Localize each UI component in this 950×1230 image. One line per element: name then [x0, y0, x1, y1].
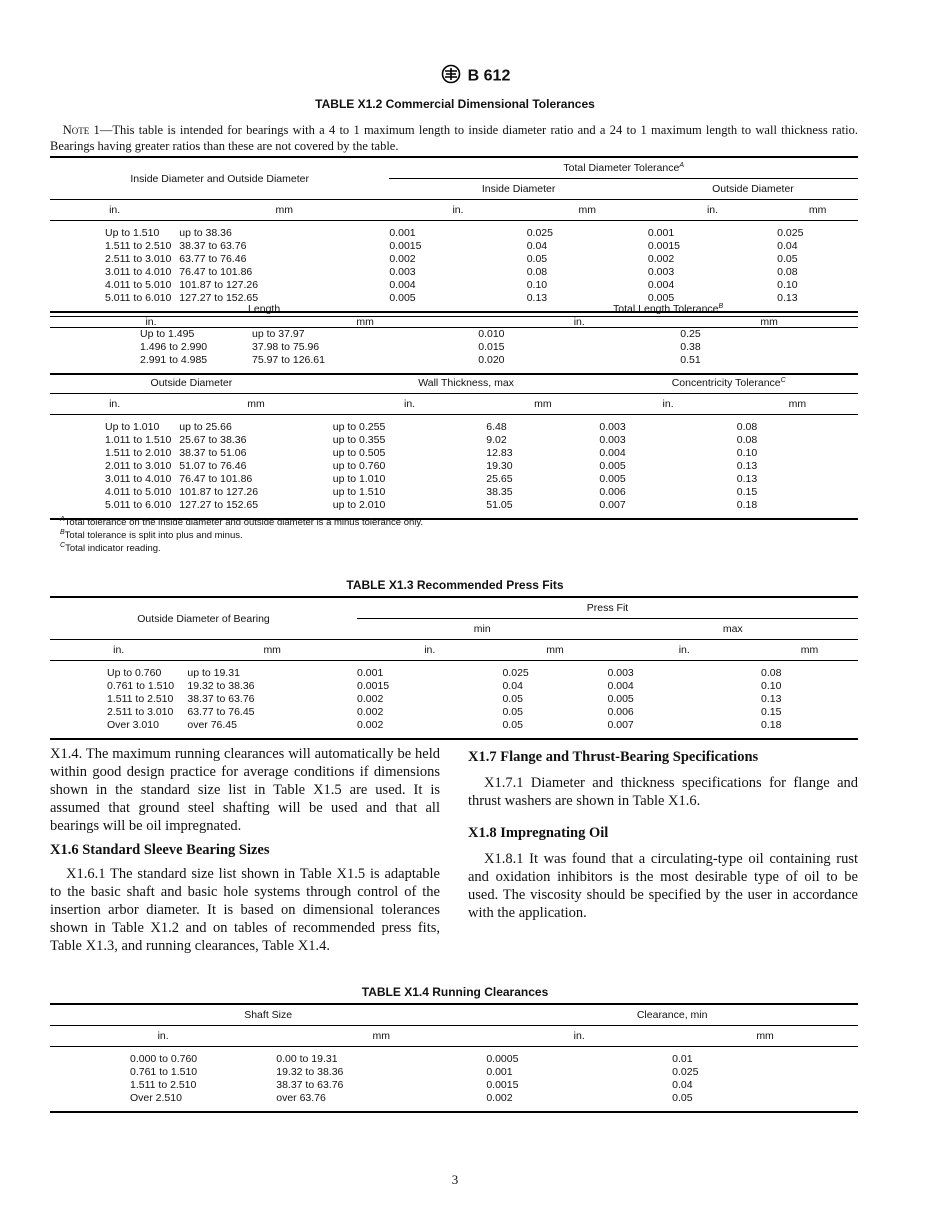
section-heading-x16: X1.6 Standard Sleeve Bearing Sizes	[50, 842, 270, 858]
unit: mm	[737, 394, 858, 415]
table-cell: 0.005	[607, 693, 634, 705]
table-row	[50, 434, 858, 447]
paragraph: X1.6.1 The standard size list shown in Table X1.5 is adaptable to the basic shaft and basic hole systems through control of the insertion arbor diameter. It is based on dimensional tolerances shown in Table X1.2 and on tables of recommended press fits, Table X1.3, and running clearances, Table X1.4.	[50, 866, 440, 954]
table-cell: 3.011 to 4.010	[105, 473, 172, 485]
table-cell: 0.003	[599, 421, 626, 433]
table-cell: 0.08	[526, 266, 548, 278]
table-cell: 0.025	[672, 1066, 699, 1078]
page-header	[0, 64, 950, 89]
h-total-length: Total Length Tolerance$^B$	[478, 302, 858, 317]
table-cell: 0.51	[680, 354, 701, 366]
table-row	[50, 1066, 858, 1079]
table-cell: 12.83	[486, 447, 513, 459]
table-row	[50, 1079, 858, 1092]
unit: mm	[486, 394, 599, 415]
table-row	[50, 1092, 858, 1105]
table-cell: 38.37 to 51.06	[179, 447, 247, 459]
table-cell: 75.97 to 126.61	[252, 354, 325, 366]
table-cell: 38.37 to 63.76	[179, 240, 247, 252]
table-cell: 1.511 to 2.510	[105, 240, 172, 252]
h-outside-diameter: Outside Diameter	[712, 183, 794, 195]
table-x13	[50, 596, 858, 740]
table-cell: 0.0015	[647, 240, 681, 252]
table-x14-caption: TABLE X1.4 Running Clearances	[361, 985, 549, 999]
table-cell: 19.30	[486, 460, 513, 472]
table-x12-section-2	[50, 302, 858, 375]
table-cell: 0.003	[647, 266, 675, 278]
table-cell: 51.07 to 76.46	[179, 460, 247, 472]
table-cell: 5.011 to 6.010	[105, 292, 172, 304]
table-row	[50, 253, 858, 266]
table-cell: 0.10	[526, 279, 548, 291]
table-cell: 0.007	[599, 499, 626, 511]
table-cell: 0.004	[599, 447, 626, 459]
table-cell: 37.98 to 75.96	[252, 341, 320, 353]
table-cell: 0.004	[389, 279, 416, 291]
table-cell: 0.15	[736, 486, 758, 498]
footnote: $^C$Total indicator reading.	[60, 542, 161, 554]
unit: mm	[502, 640, 607, 661]
table-row	[50, 279, 858, 292]
right-column	[468, 748, 858, 922]
table-cell: 0.08	[761, 667, 782, 679]
unit: in.	[599, 394, 736, 415]
table-x12-s1-body	[50, 227, 858, 305]
table-cell: 0.020	[478, 354, 505, 366]
table-cell: 0.010	[478, 328, 505, 340]
table-cell: 2.511 to 3.010	[107, 706, 174, 718]
h-length: Length	[50, 302, 478, 317]
table-cell: 0.08	[777, 266, 798, 278]
table-cell: 127.27 to 152.65	[179, 499, 259, 511]
table-cell: 0.002	[486, 1092, 513, 1104]
table-cell: 2.991 to 4.985	[140, 354, 208, 366]
h-shaft-size: Shaft Size	[50, 1004, 486, 1026]
table-cell: 0.761 to 1.510	[130, 1066, 198, 1078]
table-cell: up to 0.505	[332, 447, 386, 459]
table-row	[50, 706, 858, 719]
h-wall-thickness: Wall Thickness, max	[418, 377, 514, 389]
table-cell: 1.511 to 2.010	[105, 447, 172, 459]
unit: in.	[50, 200, 179, 221]
table-cell: 0.04	[502, 680, 523, 692]
table-cell: 4.011 to 5.010	[105, 486, 172, 498]
table-row	[50, 1053, 858, 1066]
table-cell: 0.05	[502, 719, 523, 731]
table-cell: 0.01	[672, 1053, 693, 1065]
table-cell: 1.511 to 2.510	[107, 693, 174, 705]
table-cell: 0.002	[647, 253, 675, 265]
table-cell: 0.005	[599, 473, 626, 485]
paragraph: X1.7.1 Diameter and thickness specifications for flange and thrust washers are shown in Table X1.6.	[468, 775, 858, 809]
table-cell: 0.05	[777, 253, 798, 265]
table-row	[50, 341, 858, 354]
table-cell: 9.02	[486, 434, 507, 446]
table-row	[50, 473, 858, 486]
table-cell: 101.87 to 127.26	[179, 279, 259, 291]
table-cell: 0.005	[389, 292, 416, 304]
table-cell: 127.27 to 152.65	[179, 292, 259, 304]
table-cell: Up to 1.510	[105, 227, 160, 239]
table-cell: 76.47 to 101.86	[179, 473, 253, 485]
unit: in.	[608, 640, 762, 661]
footnotes-x12	[60, 516, 423, 555]
table-cell: 0.002	[357, 706, 384, 718]
table-cell: 19.32 to 38.36	[187, 680, 255, 692]
unit: in.	[50, 317, 252, 328]
table-row	[50, 680, 858, 693]
table-cell: 0.10	[761, 680, 782, 692]
h-inside-diameter: Inside Diameter	[481, 183, 556, 195]
table-cell: 25.65	[486, 473, 513, 485]
table-cell: 2.011 to 3.010	[105, 460, 172, 472]
table-cell: 0.001	[647, 227, 675, 239]
left-column	[50, 745, 440, 955]
table-cell: 0.38	[680, 341, 701, 353]
table-cell: 0.0015	[486, 1079, 519, 1091]
table-cell: 0.25	[680, 328, 701, 340]
unit: in.	[357, 640, 502, 661]
table-cell: 0.04	[672, 1079, 693, 1091]
table-cell: 0.002	[357, 719, 384, 731]
table-cell: 0.05	[526, 253, 548, 265]
unit: in.	[478, 317, 680, 328]
table-cell: 0.006	[607, 706, 634, 718]
table-cell: up to 1.510	[332, 486, 386, 498]
table-x12-section-3	[50, 373, 858, 520]
table-row	[50, 460, 858, 473]
table-cell: up to 1.010	[332, 473, 386, 485]
table-cell: 0.10	[777, 279, 798, 291]
footnote: $^A$Total tolerance on the inside diameter and outside diameter is a minus tolerance only.	[60, 516, 424, 528]
table-cell: 0.006	[599, 486, 626, 498]
table-cell: 38.37 to 63.76	[276, 1079, 344, 1091]
table-x13-body	[50, 667, 858, 732]
table-cell: Up to 1.010	[105, 421, 160, 433]
footnote: $^B$Total tolerance is split into plus and minus.	[60, 529, 243, 541]
table-cell: 0.13	[736, 473, 758, 485]
table-cell: 0.08	[736, 421, 758, 433]
table-cell: 5.011 to 6.010	[105, 499, 172, 511]
table-row	[50, 266, 858, 279]
table-cell: up to 37.97	[252, 328, 305, 340]
table-cell: 3.011 to 4.010	[105, 266, 172, 278]
unit: in.	[648, 200, 777, 221]
unit: in.	[50, 394, 179, 415]
table-x12-s2-body	[50, 328, 858, 368]
unit: in.	[333, 394, 487, 415]
table-cell: 0.15	[761, 706, 782, 718]
table-row	[50, 719, 858, 732]
table-cell: 0.025	[502, 667, 529, 679]
table-x12-caption: TABLE X1.2 Commercial Dimensional Tolerances	[315, 97, 595, 111]
table-row	[50, 667, 858, 680]
table-row	[50, 447, 858, 460]
table-cell: over 76.45	[187, 719, 237, 731]
table-cell: 0.08	[736, 434, 758, 446]
unit: mm	[761, 640, 858, 661]
table-cell: 0.13	[777, 292, 798, 304]
table-row	[50, 486, 858, 499]
table-cell: 0.13	[526, 292, 548, 304]
table-cell: 0.003	[599, 434, 626, 446]
h-outside-diameter-2: Outside Diameter	[150, 377, 233, 389]
table-cell: up to 25.66	[179, 421, 232, 433]
table-cell: 63.77 to 76.46	[179, 253, 247, 265]
table-cell: 0.13	[761, 693, 782, 705]
table-row	[50, 328, 858, 342]
table-x14	[50, 1003, 858, 1113]
table-cell: 19.32 to 38.36	[276, 1066, 344, 1078]
table-cell: over 63.76	[276, 1092, 326, 1104]
table-cell: 2.511 to 3.010	[105, 253, 172, 265]
table-cell: 1.496 to 2.990	[140, 341, 208, 353]
table-cell: up to 2.010	[332, 499, 386, 511]
paragraph: X1.4. The maximum running clearances will automatically be held within good design practice for average conditions if dimensions shown in the standard size list in Table X1.5 are used. It is assumed that ground steel shafting will be used and that all bearings will be oil impregnated.	[50, 746, 440, 834]
table-cell: 0.004	[647, 279, 675, 291]
astm-logo-icon	[440, 64, 462, 89]
table-row	[50, 227, 858, 240]
table-cell: 4.011 to 5.010	[105, 279, 172, 291]
h-id-od: Inside Diameter and Outside Diameter	[50, 157, 389, 200]
table-cell: 6.48	[486, 421, 507, 433]
unit: in.	[157, 1030, 169, 1042]
table-x13-caption: TABLE X1.3 Recommended Press Fits	[346, 578, 564, 592]
unit: mm	[252, 317, 478, 328]
table-cell: 0.761 to 1.510	[107, 680, 175, 692]
unit: in.	[50, 640, 187, 661]
table-cell: 0.000 to 0.760	[130, 1053, 198, 1065]
table-cell: 0.18	[736, 499, 758, 511]
table-cell: 0.0015	[357, 680, 390, 692]
unit: mm	[372, 1030, 391, 1042]
h-od-bearing: Outside Diameter of Bearing	[50, 597, 357, 640]
table-cell: 76.47 to 101.86	[179, 266, 253, 278]
unit: mm	[179, 200, 389, 221]
table-cell: up to 0.255	[332, 421, 386, 433]
unit: mm	[680, 317, 858, 328]
unit: mm	[179, 394, 333, 415]
table-cell: 0.005	[647, 292, 675, 304]
unit: in.	[389, 200, 526, 221]
table-cell: 101.87 to 127.26	[179, 486, 259, 498]
table-cell: 0.10	[736, 447, 758, 459]
h-total-diameter: Total Diameter Tolerance$^A$	[389, 157, 858, 179]
table-cell: 0.001	[486, 1066, 513, 1078]
table-cell: 0.007	[607, 719, 634, 731]
table-x12-s3-body	[50, 421, 858, 512]
unit: mm	[756, 1030, 774, 1042]
table-cell: 0.025	[526, 227, 553, 239]
table-cell: up to 19.31	[187, 667, 240, 679]
table-cell: Over 3.010	[107, 719, 159, 731]
table-cell: 0.05	[502, 706, 523, 718]
table-row	[50, 693, 858, 706]
table-cell: 0.05	[672, 1092, 693, 1104]
h-clearance: Clearance, min	[486, 1004, 858, 1026]
table-cell: Over 2.510	[130, 1092, 182, 1104]
designation: B 612	[467, 67, 511, 85]
table-cell: 38.35	[486, 486, 513, 498]
table-cell: 0.015	[478, 341, 505, 353]
table-cell: 0.0015	[389, 240, 422, 252]
table-cell: 0.004	[607, 680, 634, 692]
section-heading-x18: X1.8 Impregnating Oil	[468, 825, 609, 841]
table-cell: 1.011 to 1.510	[105, 434, 172, 446]
table-cell: up to 0.355	[332, 434, 386, 446]
table-cell: 25.67 to 38.36	[179, 434, 247, 446]
h-min: min	[473, 623, 491, 635]
page-number: 3	[451, 1172, 459, 1187]
table-cell: 0.003	[389, 266, 416, 278]
table-row	[50, 421, 858, 434]
table-x12-note	[50, 122, 858, 154]
table-row	[50, 240, 858, 253]
table-cell: 0.002	[357, 693, 384, 705]
table-row	[50, 354, 858, 367]
h-max: max	[722, 623, 743, 635]
table-x14-body	[50, 1053, 858, 1105]
table-cell: 0.0005	[486, 1053, 519, 1065]
table-cell: Up to 0.760	[107, 667, 162, 679]
table-cell: 0.001	[389, 227, 416, 239]
table-x12-section-1	[50, 156, 858, 313]
table-cell: up to 38.36	[179, 227, 232, 239]
h-concentricity: Concentricity Tolerance$^C$	[671, 377, 786, 389]
table-cell: 1.511 to 2.510	[130, 1079, 197, 1091]
note-text: —This table is intended for bearings with a 4 to 1 maximum length to inside diameter ratio and a 24 to 1 maximum length to wall thickness ratio. Bearings having greater ratios than these are not covered by the table.	[50, 123, 858, 153]
table-cell: 0.00 to 19.31	[276, 1053, 338, 1065]
table-cell: 0.04	[777, 240, 798, 252]
table-cell: 0.002	[389, 253, 416, 265]
table-cell: Up to 1.495	[140, 328, 195, 340]
table-cell: 0.05	[502, 693, 523, 705]
table-cell: 0.003	[607, 667, 634, 679]
unit: mm	[187, 640, 357, 661]
table-cell: 0.001	[357, 667, 384, 679]
table-cell: up to 0.760	[332, 460, 386, 472]
table-cell: 38.37 to 63.76	[187, 693, 255, 705]
h-press-fit: Press Fit	[357, 597, 858, 619]
unit: mm	[777, 200, 858, 221]
table-cell: 0.18	[761, 719, 782, 731]
table-cell: 51.05	[486, 499, 513, 511]
table-cell: 0.005	[599, 460, 626, 472]
section-heading-x17: X1.7 Flange and Thrust-Bearing Specifications	[468, 749, 759, 765]
table-cell: 0.13	[736, 460, 758, 472]
paragraph: X1.8.1 It was found that a circulating-type oil containing rust and oxidation inhibitors is the most desirable type of oil to be used. The viscosity should be specified by the user in accordance with the application.	[468, 851, 858, 921]
note-label: Note 1	[62, 123, 100, 137]
table-row	[50, 499, 858, 512]
unit: in.	[573, 1030, 585, 1042]
table-cell: 0.04	[526, 240, 548, 252]
table-cell: 63.77 to 76.45	[187, 706, 255, 718]
unit: mm	[527, 200, 648, 221]
table-cell: 0.025	[777, 227, 804, 239]
